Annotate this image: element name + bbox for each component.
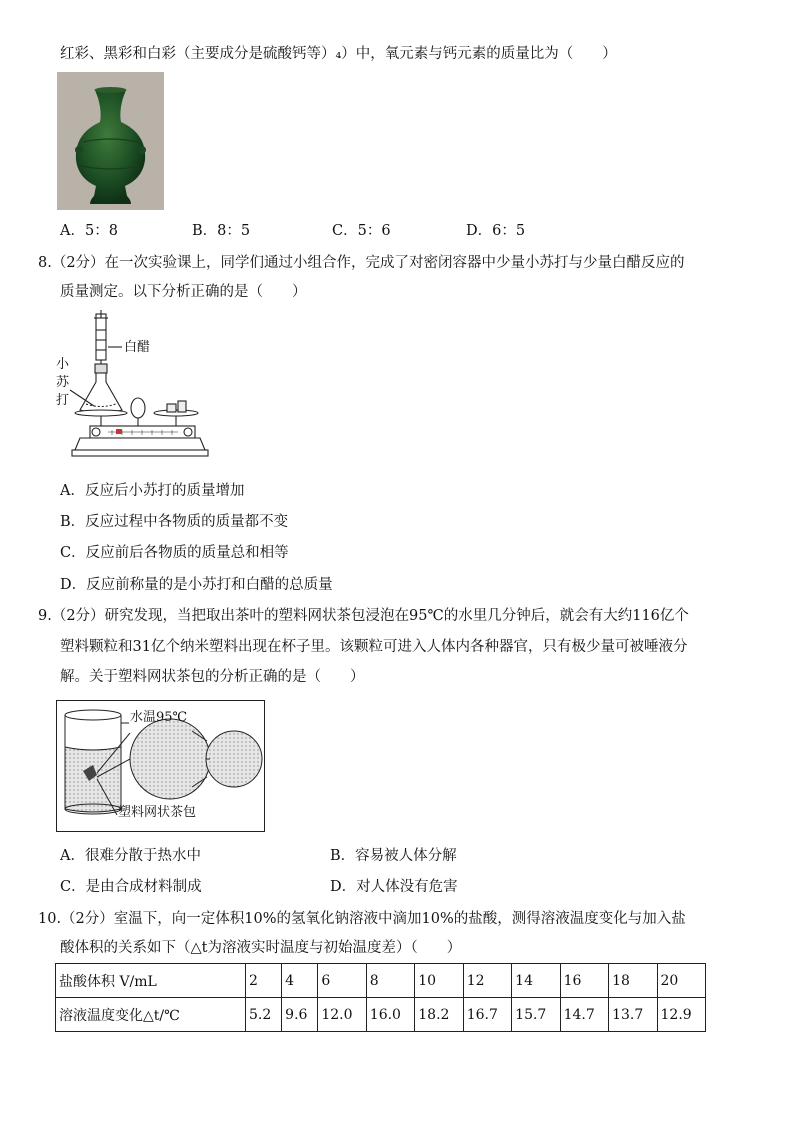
table-cell: 10 [415,964,463,998]
table-cell: 8 [366,964,414,998]
q8-stem-line2: 质量测定。以下分析正确的是（ ） [60,284,307,300]
table-row-header: 盐酸体积 V/mL [56,964,246,998]
q7-option-c: C．5：6 [332,223,391,239]
balance-figure [50,310,210,470]
q9-option-c: C．是由合成材料制成 [60,879,202,895]
vase-photo [57,72,164,210]
table-row [56,998,706,1032]
q7-option-b: B．8：5 [192,223,251,239]
q9-stem-line3: 解。关于塑料网状茶包的分析正确的是（ ） [60,669,365,685]
table-cell: 15.7 [512,998,560,1032]
q10-stem-line2: 酸体积的关系如下（△t为溶液实时温度与初始温度差）（ ） [60,940,462,956]
q7-stem: 红彩、黑彩和白彩（主要成分是硫酸钙等）₄）中，氧元素与钙元素的质量比为（ ） [60,46,617,62]
table-cell: 4 [282,964,318,998]
q9-stem-line2: 塑料颗粒和31亿个纳米塑料出现在杯子里。该颗粒可进入人体内各种器官，只有极少量可被唾液分 [60,639,688,655]
tea-bag-label: 塑料网状茶包 [118,805,197,820]
q8-option-c: C．反应前后各物质的质量总和相等 [60,545,289,561]
table-row-header: 溶液温度变化△t/℃ [56,998,246,1032]
table-row [56,964,706,998]
q8-option-b: B．反应过程中各物质的质量都不变 [60,514,289,530]
water-temp-label: 水温95℃ [130,710,188,725]
table-cell: 16.0 [366,998,414,1032]
q8-option-a: A．反应后小苏打的质量增加 [60,483,245,499]
q10-stem-line1: 10.（2分）室温下，向一定体积10%的氢氧化钠溶液中滴加10%的盐酸，测得溶液温度变化与加入盐 [38,911,686,927]
table-cell: 13.7 [609,998,657,1032]
table-cell: 16 [560,964,608,998]
table-cell: 18 [609,964,657,998]
q7-option-d: D．6：5 [466,223,526,239]
table-cell: 12.0 [318,998,366,1032]
q8-stem-line1: 8.（2分）在一次实验课上，同学们通过小组合作，完成了对密闭容器中少量小苏打与少量白醋反应的 [38,255,685,271]
soda-label-2: 苏 [56,375,70,390]
soda-label-1: 小 [56,357,70,372]
table-cell: 12.9 [657,998,705,1032]
q9-option-d: D．对人体没有危害 [330,879,458,895]
table-cell: 2 [246,964,282,998]
table-cell: 18.2 [415,998,463,1032]
table-cell: 6 [318,964,366,998]
table-cell: 14.7 [560,998,608,1032]
q9-option-b: B．容易被人体分解 [330,848,457,864]
vinegar-label: 白醋 [124,340,151,355]
table-cell: 20 [657,964,705,998]
q7-option-a: A．5：8 [60,223,118,239]
table-cell: 16.7 [463,998,511,1032]
q9-option-a: A．很难分散于热水中 [60,848,201,864]
table-cell: 5.2 [246,998,282,1032]
q8-option-d: D．反应前称量的是小苏打和白醋的总质量 [60,577,333,593]
temperature-table [55,963,706,1032]
q9-stem-line1: 9.（2分）研究发现，当把取出茶叶的塑料网状茶包浸泡在95℃的水里几分钟后，就会有大约116亿个 [38,608,689,624]
table-cell: 12 [463,964,511,998]
table-cell: 9.6 [282,998,318,1032]
soda-label-3: 打 [56,393,70,408]
table-cell: 14 [512,964,560,998]
